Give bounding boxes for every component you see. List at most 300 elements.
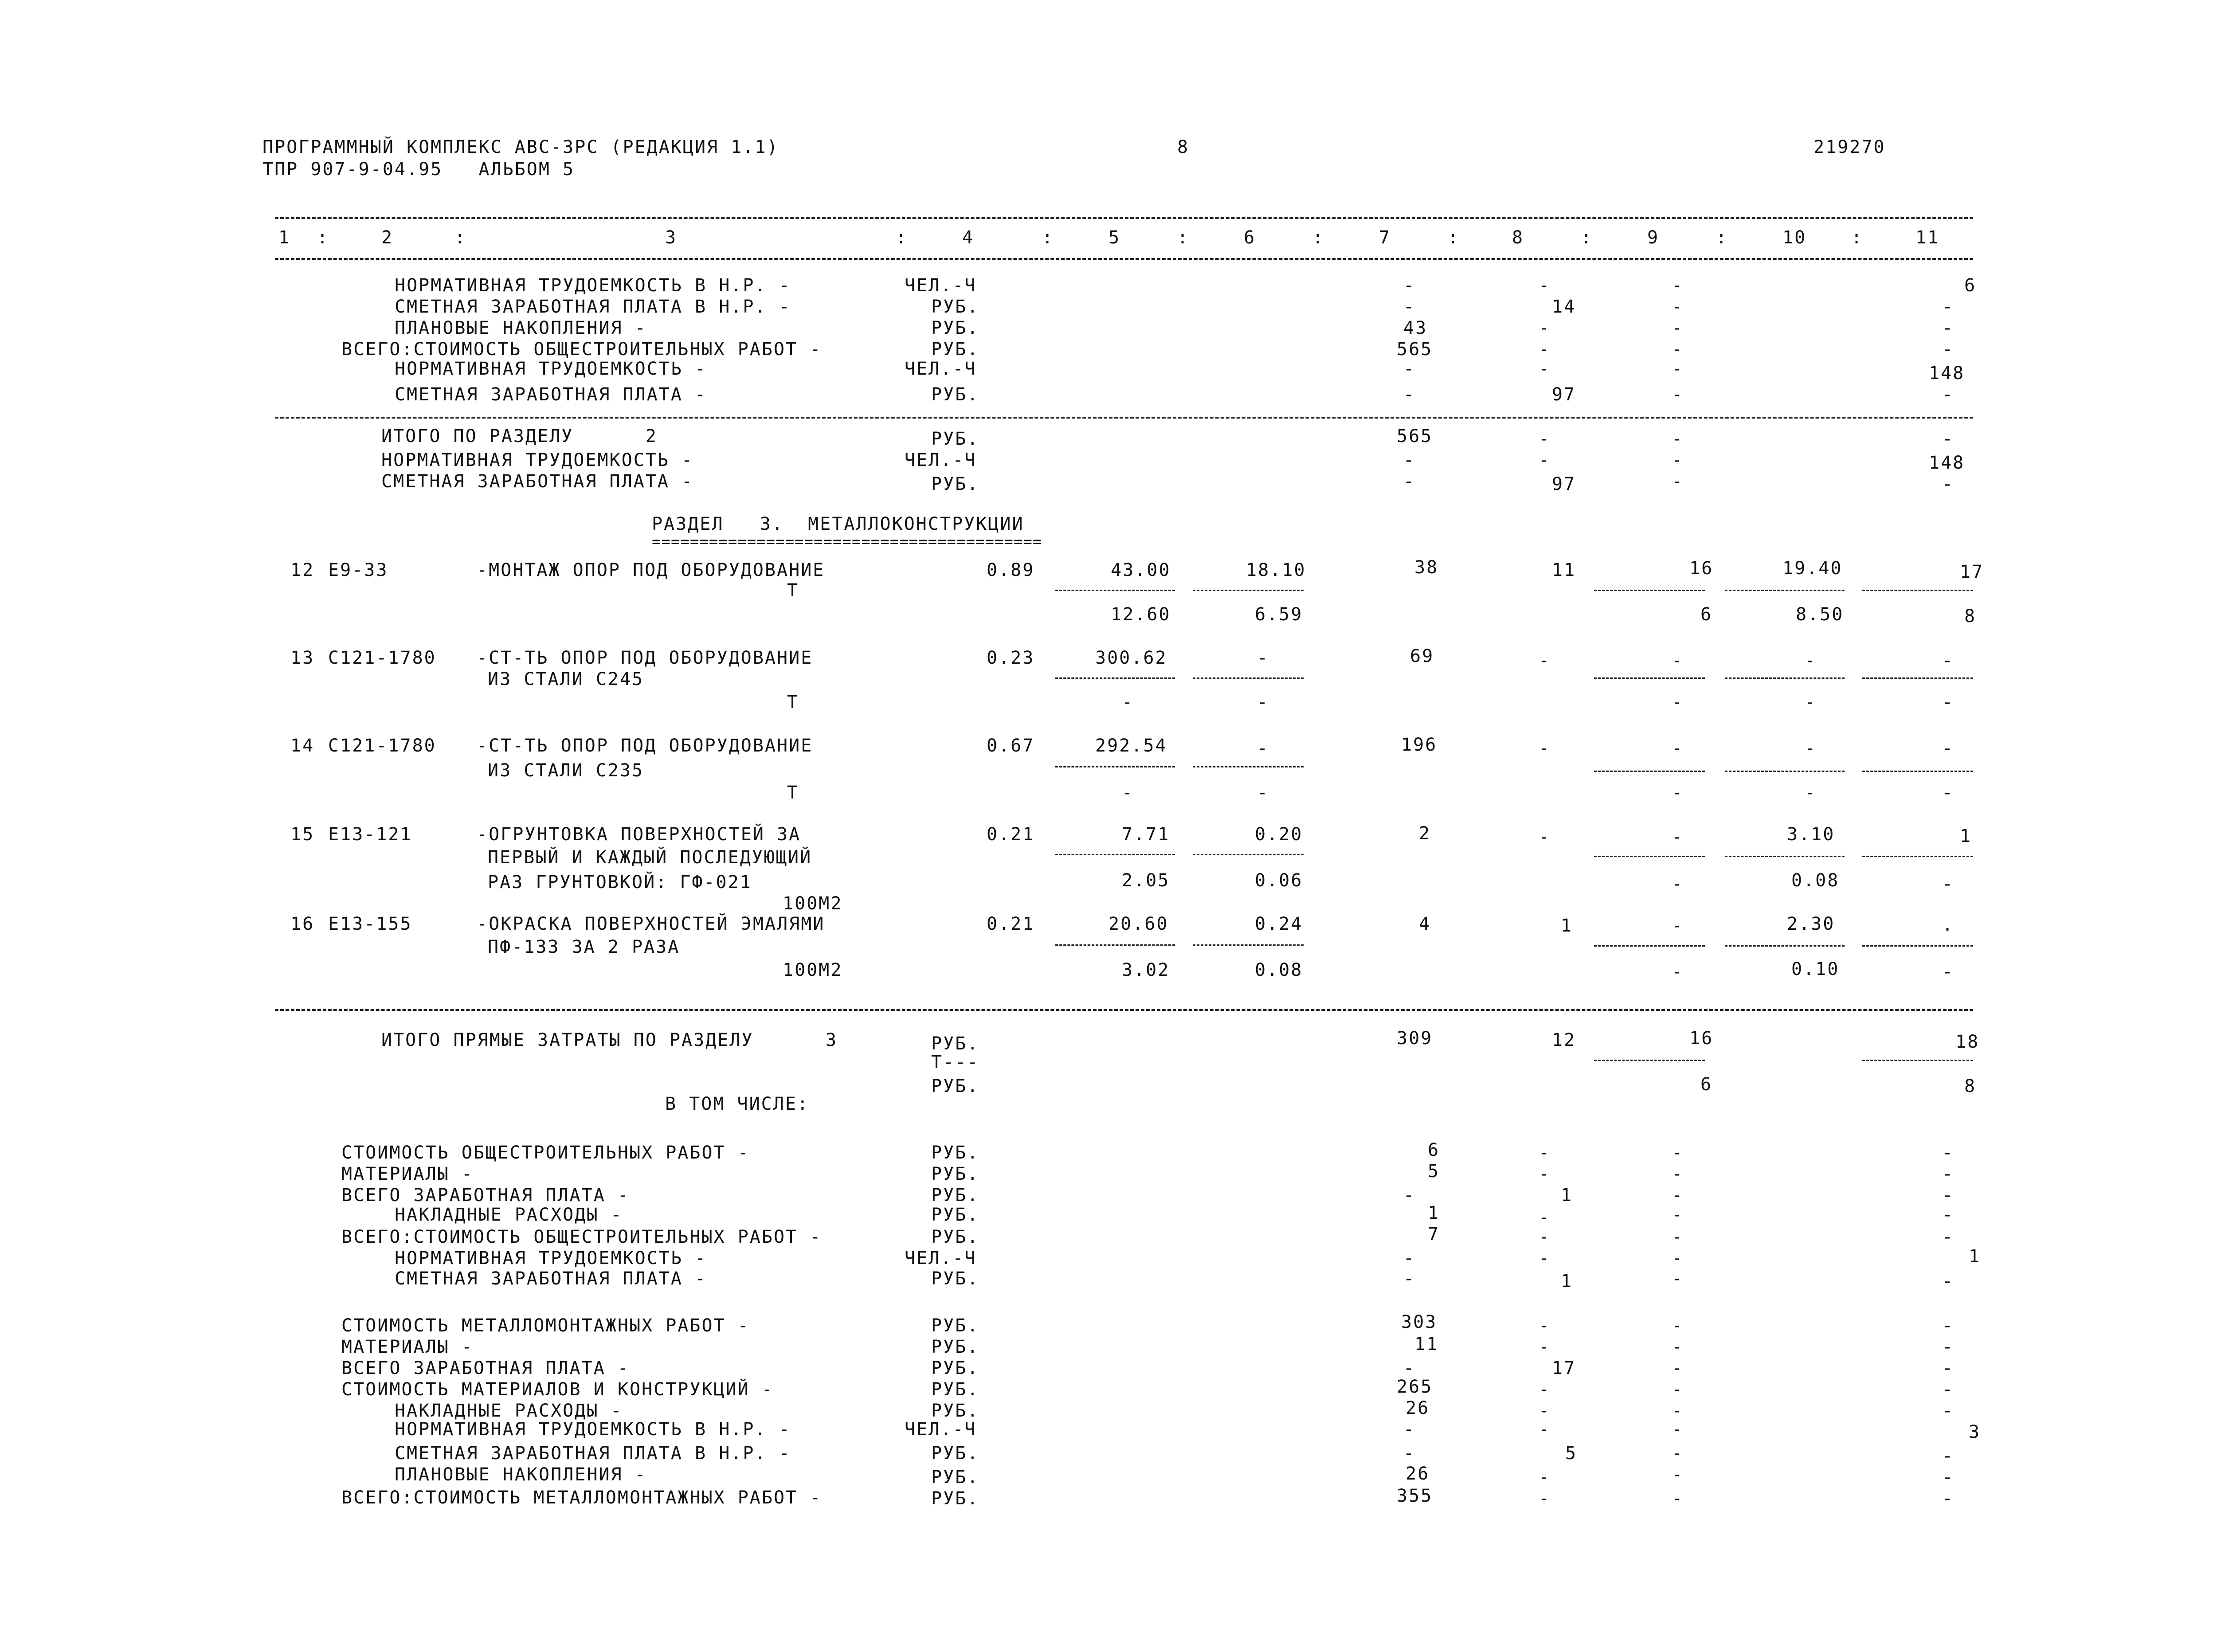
- col-separator: :: [317, 227, 329, 248]
- item-unit: 100М2: [783, 960, 843, 980]
- subtotal-rule: [1055, 854, 1175, 855]
- row-unit: РУБ.: [931, 1185, 979, 1206]
- row-col8: 97: [1552, 384, 1576, 405]
- subtotal-rule: [1594, 856, 1705, 857]
- row-label: НАКЛАДНЫЕ РАСХОДЫ -: [395, 1205, 623, 1225]
- subtotal-rule: [1193, 677, 1304, 679]
- row-col9-secondary: 6: [1700, 1074, 1713, 1095]
- row-col9: -: [1672, 1379, 1684, 1400]
- row-col9: -: [1672, 359, 1684, 379]
- row-col11: 148: [1929, 453, 1965, 473]
- row-col9: -: [1672, 1419, 1684, 1440]
- row-unit: РУБ.: [931, 1164, 979, 1184]
- item-unit-price: 7.71: [1122, 824, 1170, 845]
- row-unit: ЧЕЛ.-Ч: [905, 1419, 977, 1440]
- item-unit-price: 20.60: [1108, 914, 1169, 934]
- item-col11: .: [1942, 915, 1955, 935]
- item-col9-secondary: -: [1672, 692, 1684, 712]
- item-unit-wage: -: [1257, 648, 1269, 668]
- item-quantity: 0.21: [987, 824, 1035, 845]
- row-col7: 565: [1397, 339, 1433, 360]
- row-col7: -: [1403, 359, 1416, 379]
- row-col7: 303: [1401, 1312, 1438, 1332]
- row-col7: 355: [1397, 1486, 1433, 1506]
- item-col9: -: [1672, 650, 1684, 671]
- row-unit: РУБ.: [931, 1337, 979, 1357]
- row-col8: -: [1539, 1337, 1551, 1357]
- row-label: МАТЕРИАЛЫ -: [341, 1164, 474, 1184]
- row-col8: 5: [1565, 1443, 1578, 1464]
- row-col11: -: [1942, 1164, 1955, 1184]
- col-header-5: 5: [1108, 227, 1121, 248]
- item-unit-price: 300.62: [1095, 648, 1167, 668]
- item-number: 12: [290, 560, 315, 580]
- header-bottom-rule: [275, 258, 1973, 260]
- row-col9: -: [1672, 1248, 1684, 1268]
- row-unit: РУБ.: [931, 318, 979, 338]
- item-quantity: 0.67: [987, 736, 1035, 756]
- row-col7: 6: [1428, 1140, 1440, 1160]
- subtotal-rule: [1725, 677, 1845, 679]
- item-unit-wage: -: [1257, 738, 1269, 759]
- row-col9: -: [1672, 450, 1684, 470]
- row-col11-secondary: 8: [1964, 1076, 1977, 1096]
- row-label: ПЛАНОВЫЕ НАКОПЛЕНИЯ -: [395, 318, 647, 338]
- row-label: ВСЕГО:СТОИМОСТЬ ОБЩЕСТРОИТЕЛЬНЫХ РАБОТ -: [341, 339, 822, 360]
- col-separator: :: [454, 227, 467, 248]
- row-col8: -: [1539, 275, 1551, 296]
- row-col11: -: [1942, 1315, 1955, 1336]
- row-unit: РУБ.: [931, 1443, 979, 1464]
- row-col9: -: [1672, 1205, 1684, 1225]
- row-unit: РУБ.: [931, 297, 979, 317]
- subtotal-rule: [1862, 945, 1973, 947]
- row-col9: -: [1672, 339, 1684, 360]
- row-unit: ЧЕЛ.-Ч: [905, 1248, 977, 1268]
- item-code: С121-1780: [328, 736, 436, 756]
- subtotal-rule: [1725, 771, 1845, 772]
- row-col8: -: [1539, 450, 1551, 470]
- item-col11-secondary: -: [1942, 874, 1955, 894]
- item-name-line: РАЗ ГРУНТОВКОЙ: ГФ-021: [488, 872, 752, 893]
- subtotal-rule: [1594, 1060, 1705, 1061]
- row-unit-t: Т---: [931, 1052, 979, 1073]
- subtotal-rule: [1055, 590, 1175, 591]
- row-col11: -: [1942, 1401, 1955, 1421]
- row-col9: -: [1672, 1143, 1684, 1163]
- item-number: 16: [290, 914, 315, 934]
- row-col9: -: [1672, 297, 1684, 317]
- row-col11: 3: [1969, 1422, 1981, 1442]
- col-separator: :: [1851, 227, 1864, 248]
- section-divider: [275, 417, 1973, 419]
- row-col8: 1: [1561, 1185, 1573, 1206]
- item-unit-price: 43.00: [1111, 560, 1171, 580]
- row-col11: -: [1942, 1467, 1955, 1488]
- col-header-4: 4: [962, 227, 975, 248]
- row-col8: -: [1539, 1315, 1551, 1336]
- row-col8: -: [1539, 1207, 1551, 1228]
- item-total: 196: [1401, 735, 1438, 755]
- row-col11: -: [1942, 474, 1955, 494]
- row-col8: -: [1539, 1419, 1551, 1440]
- row-label: ВСЕГО ЗАРАБОТНАЯ ПЛАТА -: [341, 1358, 630, 1378]
- header-top-rule: [275, 217, 1973, 219]
- row-label: СТОИМОСТЬ ОБЩЕСТРОИТЕЛЬНЫХ РАБОТ -: [341, 1143, 750, 1163]
- item-unit-wage: 0.20: [1255, 824, 1303, 845]
- item-col10-secondary: -: [1805, 692, 1817, 712]
- item-col11: -: [1942, 650, 1955, 671]
- row-col9: -: [1672, 1268, 1684, 1289]
- item-col9: 16: [1689, 558, 1714, 579]
- item-number: 14: [290, 736, 315, 756]
- item-unit: Т: [787, 580, 799, 601]
- row-col9: -: [1672, 1337, 1684, 1357]
- row-col11: 1: [1969, 1246, 1981, 1267]
- row-col7: 565: [1397, 426, 1433, 446]
- item-name: -СТ-ТЬ ОПОР ПОД ОБОРУДОВАНИЕ: [477, 648, 813, 668]
- row-col7: -: [1403, 297, 1416, 317]
- row-unit: РУБ.: [931, 1488, 979, 1509]
- item-code: Е13-155: [328, 914, 412, 934]
- row-col7: 26: [1406, 1464, 1430, 1484]
- row-label: СТОИМОСТЬ МАТЕРИАЛОВ И КОНСТРУКЦИЙ -: [341, 1379, 774, 1400]
- row-unit: РУБ.: [931, 1227, 979, 1247]
- row-col7: 43: [1403, 318, 1428, 338]
- item-unit: Т: [787, 783, 799, 803]
- item-unit-wage-secondary: -: [1257, 692, 1269, 712]
- col-separator: :: [1581, 227, 1593, 248]
- item-col10-secondary: 8.50: [1796, 604, 1844, 625]
- row-col9: -: [1672, 1443, 1684, 1464]
- row-label: НОРМАТИВНАЯ ТРУДОЕМКОСТЬ В Н.Р. -: [395, 275, 791, 296]
- row-col8: -: [1539, 1248, 1551, 1268]
- subtotal-rule: [1594, 771, 1705, 772]
- including-heading: В ТОМ ЧИСЛЕ:: [665, 1094, 809, 1114]
- row-label: ИТОГО ПО РАЗДЕЛУ 2: [381, 426, 658, 446]
- section3-underline: =========================================: [652, 533, 1042, 551]
- item-name: -ОГРУНТОВКА ПОВЕРХНОСТЕЙ ЗА: [477, 824, 801, 845]
- page-number: 8: [1177, 137, 1190, 157]
- item-col11: 17: [1960, 562, 1984, 582]
- row-unit: РУБ.: [931, 1315, 979, 1336]
- subtotal-rule: [1193, 766, 1304, 767]
- item-col10-secondary: 0.08: [1791, 870, 1840, 891]
- item-code: Е13-121: [328, 824, 412, 845]
- item-unit-price-secondary: -: [1122, 783, 1134, 803]
- row-unit: ЧЕЛ.-Ч: [905, 359, 977, 379]
- row-col11: -: [1942, 1446, 1955, 1466]
- item-total: 4: [1419, 914, 1431, 934]
- row-col7: -: [1403, 275, 1416, 296]
- row-col7: 11: [1414, 1334, 1439, 1354]
- album-reference: ТПР 907-9-04.95 АЛЬБОМ 5: [262, 159, 575, 180]
- item-wage-total: -: [1539, 738, 1551, 759]
- row-col11: -: [1942, 1143, 1955, 1163]
- row-label: НОРМАТИВНАЯ ТРУДОЕМКОСТЬ -: [381, 450, 694, 470]
- row-col8: -: [1539, 1467, 1551, 1488]
- row-col7: 5: [1428, 1161, 1440, 1182]
- subtotal-rule: [1862, 771, 1973, 772]
- item-name: -СТ-ТЬ ОПОР ПОД ОБОРУДОВАНИЕ: [477, 736, 813, 756]
- row-col8: 14: [1552, 297, 1576, 317]
- row-unit: РУБ.: [931, 1205, 979, 1225]
- row-col9: -: [1672, 1401, 1684, 1421]
- item-name-line: ИЗ СТАЛИ С235: [488, 760, 644, 781]
- item-col10: -: [1805, 650, 1817, 671]
- program-title: ПРОГРАММНЫЙ КОМПЛЕКС АВС-3РС (РЕДАКЦИЯ 1.1): [262, 137, 779, 157]
- row-col11: -: [1942, 318, 1955, 338]
- row-unit: РУБ.: [931, 1268, 979, 1289]
- item-unit-price: 292.54: [1095, 736, 1167, 756]
- item-number: 13: [290, 648, 315, 668]
- row-col11: -: [1942, 1185, 1955, 1206]
- item-col9-secondary: -: [1672, 962, 1684, 982]
- row-label: СТОИМОСТЬ МЕТАЛЛОМОНТАЖНЫХ РАБОТ -: [341, 1315, 750, 1336]
- col-header-6: 6: [1244, 227, 1256, 248]
- item-unit-wage: 18.10: [1246, 560, 1306, 580]
- row-col8: -: [1539, 318, 1551, 338]
- col-header-8: 8: [1512, 227, 1524, 248]
- row-col7: 26: [1406, 1398, 1430, 1418]
- row-col7: -: [1403, 384, 1416, 405]
- col-header-2: 2: [381, 227, 394, 248]
- row-label: НОРМАТИВНАЯ ТРУДОЕМКОСТЬ В Н.Р. -: [395, 1419, 791, 1440]
- row-label: ВСЕГО:СТОИМОСТЬ ОБЩЕСТРОИТЕЛЬНЫХ РАБОТ -: [341, 1227, 822, 1247]
- col-separator: :: [1042, 227, 1054, 248]
- item-name-line: ПФ-133 ЗА 2 РАЗА: [488, 937, 680, 957]
- row-label: ВСЕГО:СТОИМОСТЬ МЕТАЛЛОМОНТАЖНЫХ РАБОТ -: [341, 1488, 822, 1508]
- col-header-9: 9: [1647, 227, 1660, 248]
- subtotal-rule: [1594, 945, 1705, 947]
- subtotal-rule: [1725, 856, 1845, 857]
- row-col9: -: [1672, 1464, 1684, 1485]
- row-label: СМЕТНАЯ ЗАРАБОТНАЯ ПЛАТА В Н.Р. -: [395, 297, 791, 317]
- row-unit: ЧЕЛ.-Ч: [905, 450, 977, 470]
- subtotal-rule: [1193, 590, 1304, 591]
- row-col9: -: [1672, 1164, 1684, 1184]
- row-unit: РУБ.: [931, 1379, 979, 1400]
- item-unit: Т: [787, 692, 799, 712]
- item-col9-secondary: -: [1672, 783, 1684, 803]
- row-col8: -: [1539, 1379, 1551, 1400]
- item-name: -МОНТАЖ ОПОР ПОД ОБОРУДОВАНИЕ: [477, 560, 825, 580]
- row-unit: РУБ.: [931, 384, 979, 405]
- subtotal-rule: [1193, 944, 1304, 946]
- row-col8: -: [1539, 339, 1551, 360]
- item-name-line: ПЕРВЫЙ И КАЖДЫЙ ПОСЛЕДУЮЩИЙ: [488, 847, 812, 868]
- row-col7: -: [1403, 1248, 1416, 1268]
- item-unit-wage-secondary: -: [1257, 783, 1269, 803]
- row-col9: -: [1672, 318, 1684, 338]
- item-col9: -: [1672, 916, 1684, 936]
- item-quantity: 0.23: [987, 648, 1035, 668]
- col-header-7: 7: [1379, 227, 1391, 248]
- item-name: -ОКРАСКА ПОВЕРХНОСТЕЙ ЭМАЛЯМИ: [477, 914, 825, 934]
- row-col7: 1: [1428, 1203, 1440, 1223]
- row-col9: -: [1672, 384, 1684, 405]
- row-col8: -: [1539, 1488, 1551, 1509]
- row-col11: 6: [1964, 275, 1977, 296]
- item-wage-total: 11: [1552, 560, 1576, 580]
- item-wage-total: 1: [1561, 916, 1573, 936]
- row-unit: ЧЕЛ.-Ч: [905, 275, 977, 296]
- row-col7: 309: [1397, 1028, 1433, 1049]
- document-code: 219270: [1814, 137, 1886, 157]
- row-unit: РУБ.: [931, 339, 979, 360]
- row-col11: -: [1942, 1379, 1955, 1400]
- item-quantity: 0.89: [987, 560, 1035, 580]
- col-header-11: 11: [1915, 227, 1940, 248]
- item-col11-secondary: 8: [1964, 606, 1977, 626]
- row-unit: РУБ.: [931, 1143, 979, 1163]
- item-unit-wage-secondary: 0.08: [1255, 960, 1303, 980]
- row-col9: -: [1672, 1227, 1684, 1247]
- item-unit-wage-secondary: 6.59: [1255, 604, 1303, 625]
- col-header-1: 1: [278, 227, 291, 248]
- row-col7: -: [1403, 450, 1416, 470]
- row-col11: -: [1942, 429, 1955, 449]
- item-col11: -: [1942, 738, 1955, 759]
- row-col9: -: [1672, 471, 1684, 492]
- row-col11: -: [1942, 384, 1955, 405]
- row-label: НОРМАТИВНАЯ ТРУДОЕМКОСТЬ -: [395, 359, 707, 379]
- row-unit: РУБ.: [931, 429, 979, 449]
- subtotal-rule: [1725, 945, 1845, 947]
- row-col9: -: [1672, 429, 1684, 449]
- item-total: 38: [1414, 557, 1439, 578]
- item-col11-secondary: -: [1942, 962, 1955, 982]
- row-unit: РУБ.: [931, 474, 979, 494]
- row-col7: 265: [1397, 1377, 1433, 1397]
- subtotal-rule: [1594, 590, 1705, 591]
- subtotal-rule: [1862, 856, 1973, 857]
- subtotal-rule: [1594, 677, 1705, 679]
- row-label: ВСЕГО ЗАРАБОТНАЯ ПЛАТА -: [341, 1185, 630, 1206]
- row-label: СМЕТНАЯ ЗАРАБОТНАЯ ПЛАТА -: [395, 384, 707, 405]
- row-col8: -: [1539, 359, 1551, 379]
- row-col9: -: [1672, 1358, 1684, 1378]
- subtotal-rule: [1193, 854, 1304, 855]
- item-col10-secondary: 0.10: [1791, 959, 1840, 979]
- section3-title: РАЗДЕЛ 3. МЕТАЛЛОКОНСТРУКЦИИ: [652, 514, 1024, 534]
- row-col7: -: [1403, 471, 1416, 492]
- row-col11: 148: [1929, 363, 1965, 384]
- item-col11: 1: [1960, 826, 1972, 846]
- item-col10: 2.30: [1787, 914, 1835, 934]
- col-separator: :: [896, 227, 908, 248]
- row-unit: РУБ.: [931, 1033, 979, 1054]
- item-wage-total: -: [1539, 827, 1551, 847]
- item-col10: -: [1805, 738, 1817, 759]
- subtotal-rule: [1725, 590, 1845, 591]
- item-code: С121-1780: [328, 648, 436, 668]
- row-col7: -: [1403, 1185, 1416, 1206]
- row-col8: -: [1539, 1143, 1551, 1163]
- row-label: СМЕТНАЯ ЗАРАБОТНАЯ ПЛАТА -: [381, 471, 694, 492]
- row-col11: -: [1942, 297, 1955, 317]
- item-col9: -: [1672, 738, 1684, 759]
- col-header-10: 10: [1782, 227, 1807, 248]
- item-wage-total: -: [1539, 650, 1551, 671]
- row-col8: 1: [1561, 1271, 1573, 1292]
- item-col10: 19.40: [1782, 558, 1843, 579]
- item-name-line: ИЗ СТАЛИ С245: [488, 669, 644, 689]
- col-separator: :: [1177, 227, 1190, 248]
- row-unit: РУБ.: [931, 1358, 979, 1378]
- row-col7: 7: [1428, 1224, 1440, 1245]
- row-col8: -: [1539, 1227, 1551, 1247]
- row-col8: 12: [1552, 1030, 1576, 1050]
- row-label: ИТОГО ПРЯМЫЕ ЗАТРАТЫ ПО РАЗДЕЛУ 3: [381, 1030, 838, 1050]
- row-col9: -: [1672, 1488, 1684, 1509]
- row-col11: 18: [1955, 1032, 1980, 1052]
- row-unit: РУБ.: [931, 1467, 979, 1488]
- item-total: 69: [1410, 646, 1434, 666]
- row-label: НОРМАТИВНАЯ ТРУДОЕМКОСТЬ -: [395, 1248, 707, 1268]
- row-col11: -: [1942, 1205, 1955, 1225]
- col-separator: :: [1312, 227, 1325, 248]
- row-col11: -: [1942, 1358, 1955, 1378]
- row-col8: 17: [1552, 1358, 1576, 1378]
- row-label: МАТЕРИАЛЫ -: [341, 1337, 474, 1357]
- subtotal-rule: [1055, 944, 1175, 946]
- row-label: ПЛАНОВЫЕ НАКОПЛЕНИЯ -: [395, 1464, 647, 1485]
- row-col9: -: [1672, 275, 1684, 296]
- row-col9: -: [1672, 1315, 1684, 1336]
- row-col11: -: [1942, 339, 1955, 360]
- row-col7: -: [1403, 1358, 1416, 1378]
- row-col11: -: [1942, 1271, 1955, 1292]
- item-quantity: 0.21: [987, 914, 1035, 934]
- item-col10: 3.10: [1787, 824, 1835, 845]
- row-col11: -: [1942, 1227, 1955, 1247]
- item-unit-wage: 0.24: [1255, 914, 1303, 934]
- subtotal-rule: [1862, 590, 1973, 591]
- row-col7: -: [1403, 1419, 1416, 1440]
- row-unit: РУБ.: [931, 1401, 979, 1421]
- row-col8: -: [1539, 1164, 1551, 1184]
- item-col10-secondary: -: [1805, 783, 1817, 803]
- row-col7: -: [1403, 1443, 1416, 1464]
- row-col9: -: [1672, 1185, 1684, 1206]
- item-unit-price-secondary: 3.02: [1122, 960, 1170, 980]
- item-unit-wage-secondary: 0.06: [1255, 870, 1303, 891]
- row-col8: -: [1539, 1401, 1551, 1421]
- item-total: 2: [1419, 823, 1431, 844]
- item-number: 15: [290, 824, 315, 845]
- row-col8: -: [1539, 429, 1551, 449]
- row-label: СМЕТНАЯ ЗАРАБОТНАЯ ПЛАТА -: [395, 1268, 707, 1289]
- row-col11: -: [1942, 1337, 1955, 1357]
- row-col11: -: [1942, 1488, 1955, 1509]
- item-code: Е9-33: [328, 560, 388, 580]
- item-unit-price-secondary: -: [1122, 692, 1134, 712]
- item-unit-price-secondary: 12.60: [1111, 604, 1171, 625]
- item-col11-secondary: -: [1942, 692, 1955, 712]
- row-col9: 16: [1689, 1028, 1714, 1049]
- section-divider: [275, 1009, 1973, 1011]
- row-col8: 97: [1552, 474, 1576, 494]
- row-label: НАКЛАДНЫЕ РАСХОДЫ -: [395, 1401, 623, 1421]
- item-unit-price-secondary: 2.05: [1122, 870, 1170, 891]
- subtotal-rule: [1862, 677, 1973, 679]
- row-unit-secondary: РУБ.: [931, 1076, 979, 1096]
- item-col11-secondary: -: [1942, 783, 1955, 803]
- col-separator: :: [1716, 227, 1728, 248]
- row-col7: -: [1403, 1268, 1416, 1289]
- item-col9-secondary: -: [1672, 874, 1684, 894]
